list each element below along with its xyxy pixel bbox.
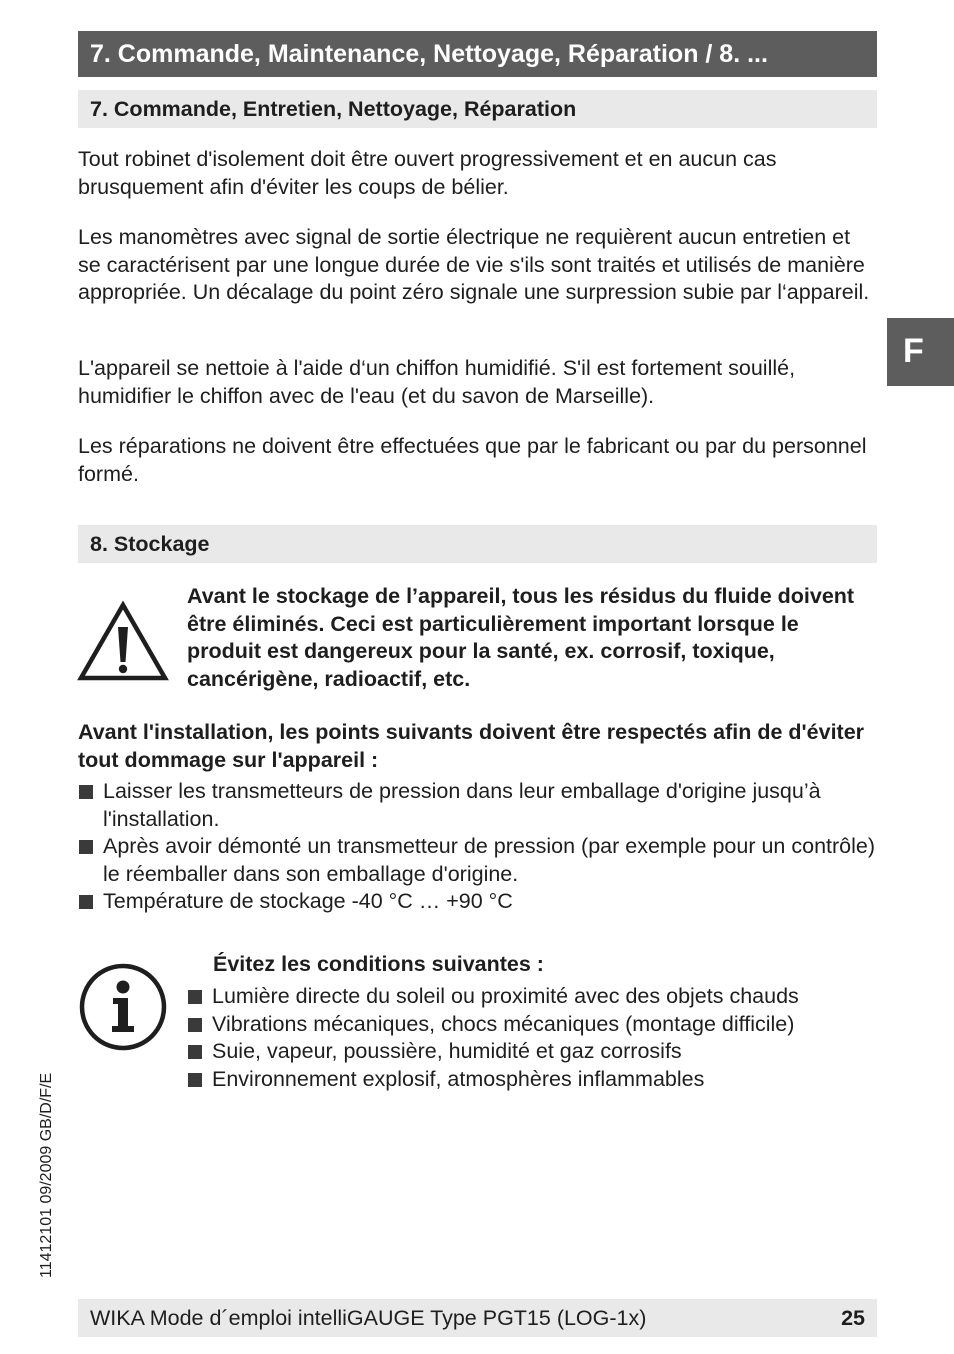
- bullet-square-icon: [79, 840, 93, 854]
- section-8-title: 8. Stockage: [78, 525, 877, 563]
- language-tab: F: [887, 318, 954, 386]
- installation-heading: Avant l'installation, les points suivants doivent être respectés afin de d'éviter tout dommage sur l'appareil :: [78, 720, 865, 772]
- footer-text: WIKA Mode d´emploi intelliGAUGE Type PGT15 (LOG-1x): [90, 1306, 647, 1330]
- list-item: Environnement explosif, atmosphères inflammables: [187, 1066, 887, 1094]
- paragraph-maintenance: Les manomètres avec signal de sortie électrique ne requièrent aucun entretien et se caractérisent par une longue durée de vie s'ils sont traités et utilisés de manière appropriée. Un décalage du point zéro signale une surpression subie par l‘appareil.: [78, 225, 870, 304]
- bullet-square-icon: [188, 1073, 202, 1087]
- warning-triangle-icon: [77, 600, 169, 682]
- bullet-square-icon: [79, 785, 93, 799]
- paragraph-cleaning: L'appareil se nettoie à l'aide d‘un chiffon humidifié. S'il est fortement souillé, humidifier le chiffon avec de l'eau (et du savon de Marseille).: [78, 356, 796, 408]
- info-icon: [78, 962, 168, 1052]
- section-7-title: 7. Commande, Entretien, Nettoyage, Réparation: [78, 90, 877, 128]
- avoid-list: [187, 983, 887, 1093]
- installation-list: [78, 778, 878, 916]
- chapter-header: 7. Commande, Maintenance, Nettoyage, Réparation / 8. ...: [78, 31, 877, 77]
- bullet-square-icon: [188, 1045, 202, 1059]
- bullet-square-icon: [188, 1018, 202, 1032]
- bullet-square-icon: [188, 990, 202, 1004]
- page-number: 25: [841, 1306, 865, 1330]
- storage-warning-text: Avant le stockage de l’appareil, tous les résidus du fluide doivent être éliminés. Ceci est particulièrement important lorsque le produit est dangereux pour la santé, ex. corrosif, toxique, cancérigène, radioactif, etc.: [187, 584, 855, 691]
- list-item: Température de stockage -40 °C … +90 °C: [78, 888, 878, 916]
- paragraph-repairs: Les réparations ne doivent être effectuées que par le fabricant ou par du personnel formé.: [78, 434, 867, 486]
- bullet-square-icon: [79, 895, 93, 909]
- page-footer: [78, 1299, 877, 1337]
- avoid-heading: Évitez les conditions suivantes :: [213, 952, 544, 976]
- list-item: Après avoir démonté un transmetteur de pression (par exemple pour un contrôle) le réemballer dans son emballage d'origine.: [78, 833, 878, 888]
- list-item: Lumière directe du soleil ou proximité avec des objets chauds: [187, 983, 887, 1011]
- document-code: 11412101 09/2009 GB/D/F/E: [38, 1072, 55, 1278]
- list-item: Suie, vapeur, poussière, humidité et gaz corrosifs: [187, 1038, 887, 1066]
- list-item: Laisser les transmetteurs de pression dans leur emballage d'origine jusqu’à l'installation.: [78, 778, 878, 833]
- paragraph-valve: Tout robinet d'isolement doit être ouvert progressivement et en aucun cas brusquement afin d'éviter les coups de bélier.: [78, 147, 777, 199]
- list-item: Vibrations mécaniques, chocs mécaniques (montage difficile): [187, 1011, 887, 1039]
